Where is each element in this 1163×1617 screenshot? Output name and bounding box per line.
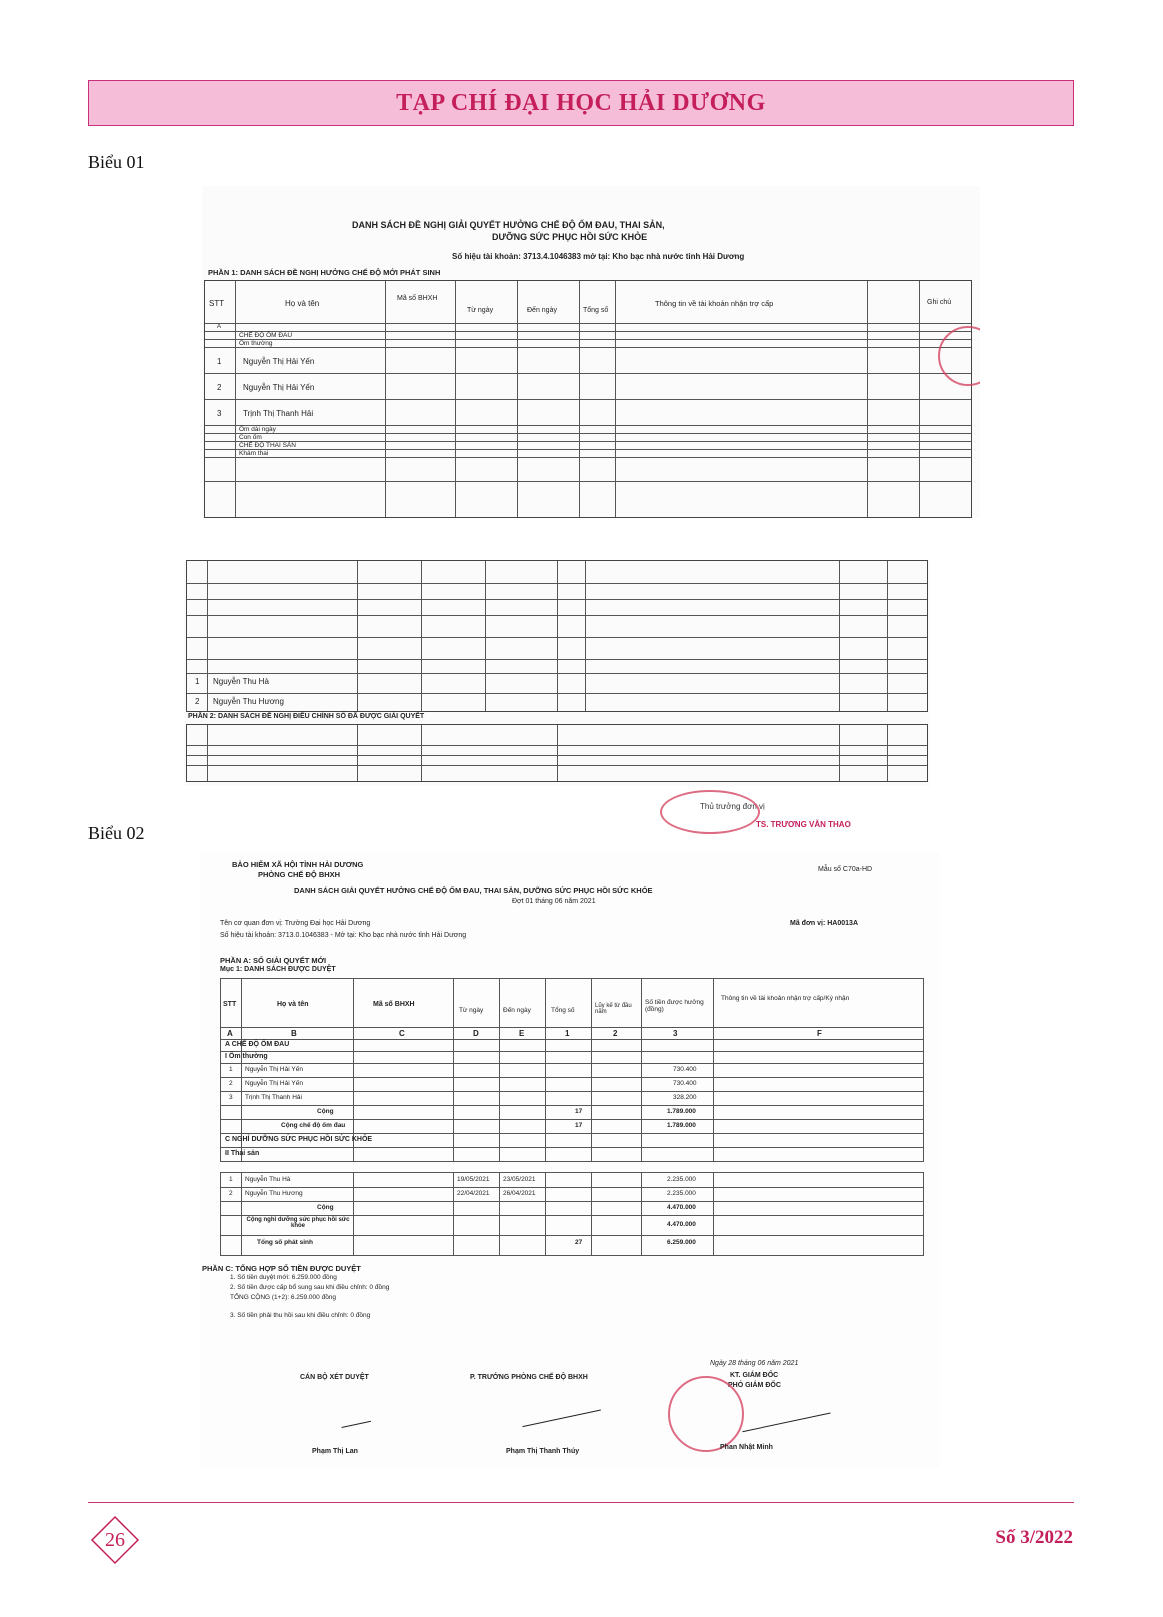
form2-row2-name: Nguyễn Thị Hải Yến bbox=[245, 1080, 303, 1087]
form2-letter-d: D bbox=[473, 1029, 479, 1038]
form2-row3-name: Trịnh Thị Thanh Hải bbox=[245, 1094, 302, 1101]
form2-col-account: Thông tin về tài khoản nhận trợ cấp/Ký nhận bbox=[721, 995, 850, 1002]
caption-bieu-01: Biểu 01 bbox=[88, 152, 145, 172]
form2-col-amount: Số tiền được hưởng (đồng) bbox=[645, 999, 704, 1013]
form1-row3-stt: 3 bbox=[217, 409, 222, 418]
page-number: 26 bbox=[105, 1529, 125, 1551]
form1-ts-row1-name: Nguyễn Thu Hà bbox=[213, 677, 269, 686]
form2-c-line2: 2. Số tiền được cấp bổ sung sau khi điều chỉnh: 0 đồng bbox=[230, 1284, 390, 1291]
form2-unit-code: Mã đơn vị: HA0013A bbox=[790, 920, 858, 927]
form2-c-row1-amount: 2.235.000 bbox=[667, 1176, 696, 1183]
caption-bieu-02: Biểu 02 bbox=[88, 823, 145, 843]
form2-c-row1-stt: 1 bbox=[229, 1176, 233, 1183]
form1-col-bhxh: Mã số BHXH bbox=[397, 295, 438, 302]
form2-c-row1-name: Nguyễn Thu Hà bbox=[245, 1176, 291, 1183]
form2-letter-e: E bbox=[519, 1029, 525, 1038]
red-seal-icon bbox=[668, 1376, 744, 1452]
form2-form-no: Mẫu số C70a-HD bbox=[818, 866, 873, 873]
form1-ts-row2-name: Nguyễn Thu Hương bbox=[213, 697, 284, 706]
form2-account: Số hiệu tài khoản: 3713.0.1046383 - Mở tại: Kho bạc nhà nước tỉnh Hải Dương bbox=[220, 932, 467, 939]
form2-letter-1: 1 bbox=[565, 1029, 570, 1038]
form2-c-row1-to: 23/05/2021 bbox=[503, 1176, 536, 1183]
form2-c-row2-amount: 2.235.000 bbox=[667, 1190, 696, 1197]
form1-ts-row2-stt: 2 bbox=[195, 697, 200, 706]
form1-row-thaisan: CHẾ ĐỘ THAI SẢN bbox=[239, 442, 296, 449]
form2-title: DANH SÁCH GIẢI QUYẾT HƯỞNG CHẾ ĐỘ ỐM ĐAU, THAI SẢN, DƯỠNG SỨC PHỤC HỒI SỨC KHỎE bbox=[294, 886, 653, 895]
form2-row3-amount: 328.200 bbox=[673, 1094, 697, 1101]
form1-col-name: Họ và tên bbox=[285, 299, 320, 308]
form2-sum4-label: Cộng nghỉ dưỡng sức phục hồi sức khỏe bbox=[246, 1217, 350, 1229]
form2-sum3-amount: 4.470.000 bbox=[667, 1204, 696, 1211]
form1-col-account: Thông tin về tài khoản nhận trợ cấp bbox=[655, 299, 774, 308]
signature-icon bbox=[519, 1394, 601, 1427]
form2-row1-name: Nguyễn Thị Hải Yến bbox=[245, 1066, 303, 1073]
form2-table-c bbox=[220, 1172, 924, 1256]
form2-sum2-label: Cộng chế độ ốm đau bbox=[281, 1122, 346, 1129]
form2-section-c: PHẦN C: TỔNG HỢP SỐ TIỀN ĐƯỢC DUYỆT bbox=[202, 1264, 361, 1273]
form2-group-a: A CHẾ ĐỘ ỐM ĐAU bbox=[225, 1041, 290, 1048]
form2-list-a: Mục 1: DANH SÁCH ĐƯỢC DUYỆT bbox=[220, 966, 336, 973]
form2-sign2-name: Phạm Thị Thanh Thúy bbox=[506, 1448, 580, 1455]
form2-sum1-amount: 1.789.000 bbox=[667, 1108, 696, 1115]
journal-title: TẠP CHÍ ĐẠI HỌC HẢI DƯƠNG bbox=[396, 89, 766, 116]
form2-group-c: C NGHỈ DƯỠNG SỨC PHỤC HỒI SỨC KHỎE bbox=[225, 1136, 373, 1143]
page-number-badge bbox=[90, 1515, 140, 1565]
form2-agency: BẢO HIỂM XÃ HỘI TỈNH HẢI DƯƠNG bbox=[232, 860, 364, 869]
form2-col-stt: STT bbox=[223, 1001, 237, 1008]
form1-ts-row1-stt: 1 bbox=[195, 677, 200, 686]
form1-col-stt: STT bbox=[209, 299, 225, 308]
form2-sum4-amount: 4.470.000 bbox=[667, 1221, 696, 1228]
form2-letter-c: C bbox=[399, 1029, 405, 1038]
form2-date: Ngày 28 tháng 06 năm 2021 bbox=[710, 1360, 799, 1367]
form1-row-ominh: CHẾ ĐỘ ỐM ĐAU bbox=[239, 332, 293, 339]
form2-total-amount: 6.259.000 bbox=[667, 1239, 696, 1246]
form2-unit: Tên cơ quan đơn vị: Trường Đại học Hải Dương bbox=[220, 920, 371, 927]
form2-sign3-name: Phan Nhật Minh bbox=[720, 1444, 773, 1451]
signature-icon bbox=[339, 1409, 371, 1428]
form1-row-omdai: Ốm dài ngày bbox=[239, 426, 276, 433]
form2-total-count: 27 bbox=[575, 1239, 583, 1246]
form2-row1-stt: 1 bbox=[229, 1066, 233, 1073]
form2-letter-a: A bbox=[227, 1029, 233, 1038]
red-seal-icon bbox=[660, 790, 760, 834]
footer-divider bbox=[88, 1502, 1074, 1503]
form1-row1-stt: 1 bbox=[217, 357, 222, 366]
form2-col-name: Họ và tên bbox=[277, 1001, 309, 1008]
form2-sign3-sub: PHÓ GIÁM ĐỐC bbox=[728, 1382, 781, 1389]
form2-c-row2-to: 26/04/2021 bbox=[503, 1190, 536, 1197]
form1-signer: TS. TRƯƠNG VĂN THAO bbox=[756, 820, 851, 829]
form1-title-line1: DANH SÁCH ĐỀ NGHỊ GIẢI QUYẾT HƯỞNG CHẾ ĐỘ ỐM ĐAU, THAI SẢN, bbox=[352, 220, 665, 230]
form2-group-c2: II Thai sản bbox=[225, 1150, 260, 1157]
scanned-form-1-top bbox=[202, 186, 980, 518]
form2-c-row1-from: 19/05/2021 bbox=[457, 1176, 490, 1183]
form2-total-label: Tổng số phát sinh bbox=[257, 1239, 313, 1246]
form2-c-line4: 3. Số tiền phải thu hồi sau khi điều chỉnh: 0 đồng bbox=[230, 1312, 371, 1319]
form2-letter-b: B bbox=[291, 1029, 297, 1038]
form2-sum2-amount: 1.789.000 bbox=[667, 1122, 696, 1129]
form2-c-row2-from: 22/04/2021 bbox=[457, 1190, 490, 1197]
form2-sign1-name: Phạm Thị Lan bbox=[312, 1448, 358, 1455]
form2-col-cumulative: Lũy kế từ đầu năm bbox=[595, 1003, 632, 1015]
form2-c-row2-name: Nguyễn Thu Hương bbox=[245, 1190, 303, 1197]
form2-letter-2: 2 bbox=[613, 1029, 618, 1038]
form2-c-row2-stt: 2 bbox=[229, 1190, 233, 1197]
form2-letter-3: 3 bbox=[673, 1029, 678, 1038]
form2-sum3-label: Cộng bbox=[317, 1204, 334, 1211]
form2-section-a: PHẦN A: SỐ GIẢI QUYẾT MỚI bbox=[220, 956, 327, 965]
scanned-form-1-bottom bbox=[184, 560, 930, 786]
form2-table-a bbox=[220, 978, 924, 1162]
form1-col-from: Từ ngày bbox=[467, 307, 494, 314]
form1-row3-name: Trịnh Thị Thanh Hải bbox=[243, 409, 314, 418]
scanned-form-2 bbox=[200, 852, 940, 1468]
form2-sum2-total: 17 bbox=[575, 1122, 583, 1129]
form1-row2-stt: 2 bbox=[217, 383, 222, 392]
form2-period: Đợt 01 tháng 06 năm 2021 bbox=[512, 898, 596, 905]
form1-row1-name: Nguyễn Thị Hải Yến bbox=[243, 357, 315, 366]
form1-table bbox=[204, 280, 972, 518]
form2-group-a1: I Ốm thường bbox=[225, 1053, 268, 1060]
form1-row-a: A bbox=[217, 324, 222, 330]
form2-c-line1: 1. Số tiền duyệt mới: 6.259.000 đồng bbox=[230, 1274, 337, 1281]
form2-sign2-title: P. TRƯỞNG PHÒNG CHẾ ĐỘ BHXH bbox=[470, 1374, 588, 1381]
form2-col-total: Tổng số bbox=[551, 1007, 575, 1014]
journal-header bbox=[88, 80, 1074, 126]
form2-c-line3: TỔNG CỘNG (1+2): 6.259.000 đồng bbox=[230, 1294, 337, 1301]
form2-col-from: Từ ngày bbox=[459, 1007, 484, 1014]
form2-dept: PHÒNG CHẾ ĐỘ BHXH bbox=[258, 870, 341, 879]
form2-sum1-total: 17 bbox=[575, 1108, 583, 1115]
form1-col-total: Tổng số bbox=[583, 307, 609, 314]
form2-row2-stt: 2 bbox=[229, 1080, 233, 1087]
form1-row-conom: Con ốm bbox=[239, 434, 262, 441]
form1-account: Số hiệu tài khoản: 3713.4.1046383 mở tại: Kho bạc nhà nước tỉnh Hải Dương bbox=[452, 252, 745, 261]
form2-letter-f: F bbox=[817, 1029, 822, 1038]
form1-title-line2: DƯỠNG SỨC PHỤC HỒI SỨC KHỎE bbox=[492, 232, 648, 242]
form1-row2-name: Nguyễn Thị Hải Yến bbox=[243, 383, 315, 392]
form1-col-note: Ghi chú bbox=[927, 299, 952, 306]
form2-sum1-label: Cộng bbox=[317, 1108, 334, 1115]
form1-col-to: Đến ngày bbox=[527, 307, 557, 314]
form1-sign-title: Thủ trưởng đơn vị bbox=[700, 802, 765, 811]
form2-sign1-title: CÁN BỘ XÉT DUYỆT bbox=[300, 1374, 369, 1381]
form1-section1: PHẦN 1: DANH SÁCH ĐỀ NGHỊ HƯỞNG CHẾ ĐỘ MỚI PHÁT SINH bbox=[208, 268, 441, 277]
form2-row3-stt: 3 bbox=[229, 1094, 233, 1101]
form1-row-khamthai: Khám thai bbox=[239, 450, 269, 457]
form2-col-to: Đến ngày bbox=[503, 1007, 531, 1014]
signature-icon bbox=[739, 1399, 830, 1432]
form2-col-bhxh: Mã số BHXH bbox=[373, 1001, 415, 1008]
form2-sign3-title: KT. GIÁM ĐỐC bbox=[730, 1372, 779, 1379]
issue-number: Số 3/2022 bbox=[995, 1527, 1073, 1548]
form2-row1-amount: 730.400 bbox=[673, 1066, 697, 1073]
form1-section2: PHẦN 2: DANH SÁCH ĐỀ NGHỊ ĐIỀU CHỈNH SỐ ĐÃ ĐƯỢC GIẢI QUYẾT bbox=[188, 713, 425, 720]
form2-row2-amount: 730.400 bbox=[673, 1080, 697, 1087]
form1-row-omthuong: Ốm thường bbox=[239, 340, 273, 347]
